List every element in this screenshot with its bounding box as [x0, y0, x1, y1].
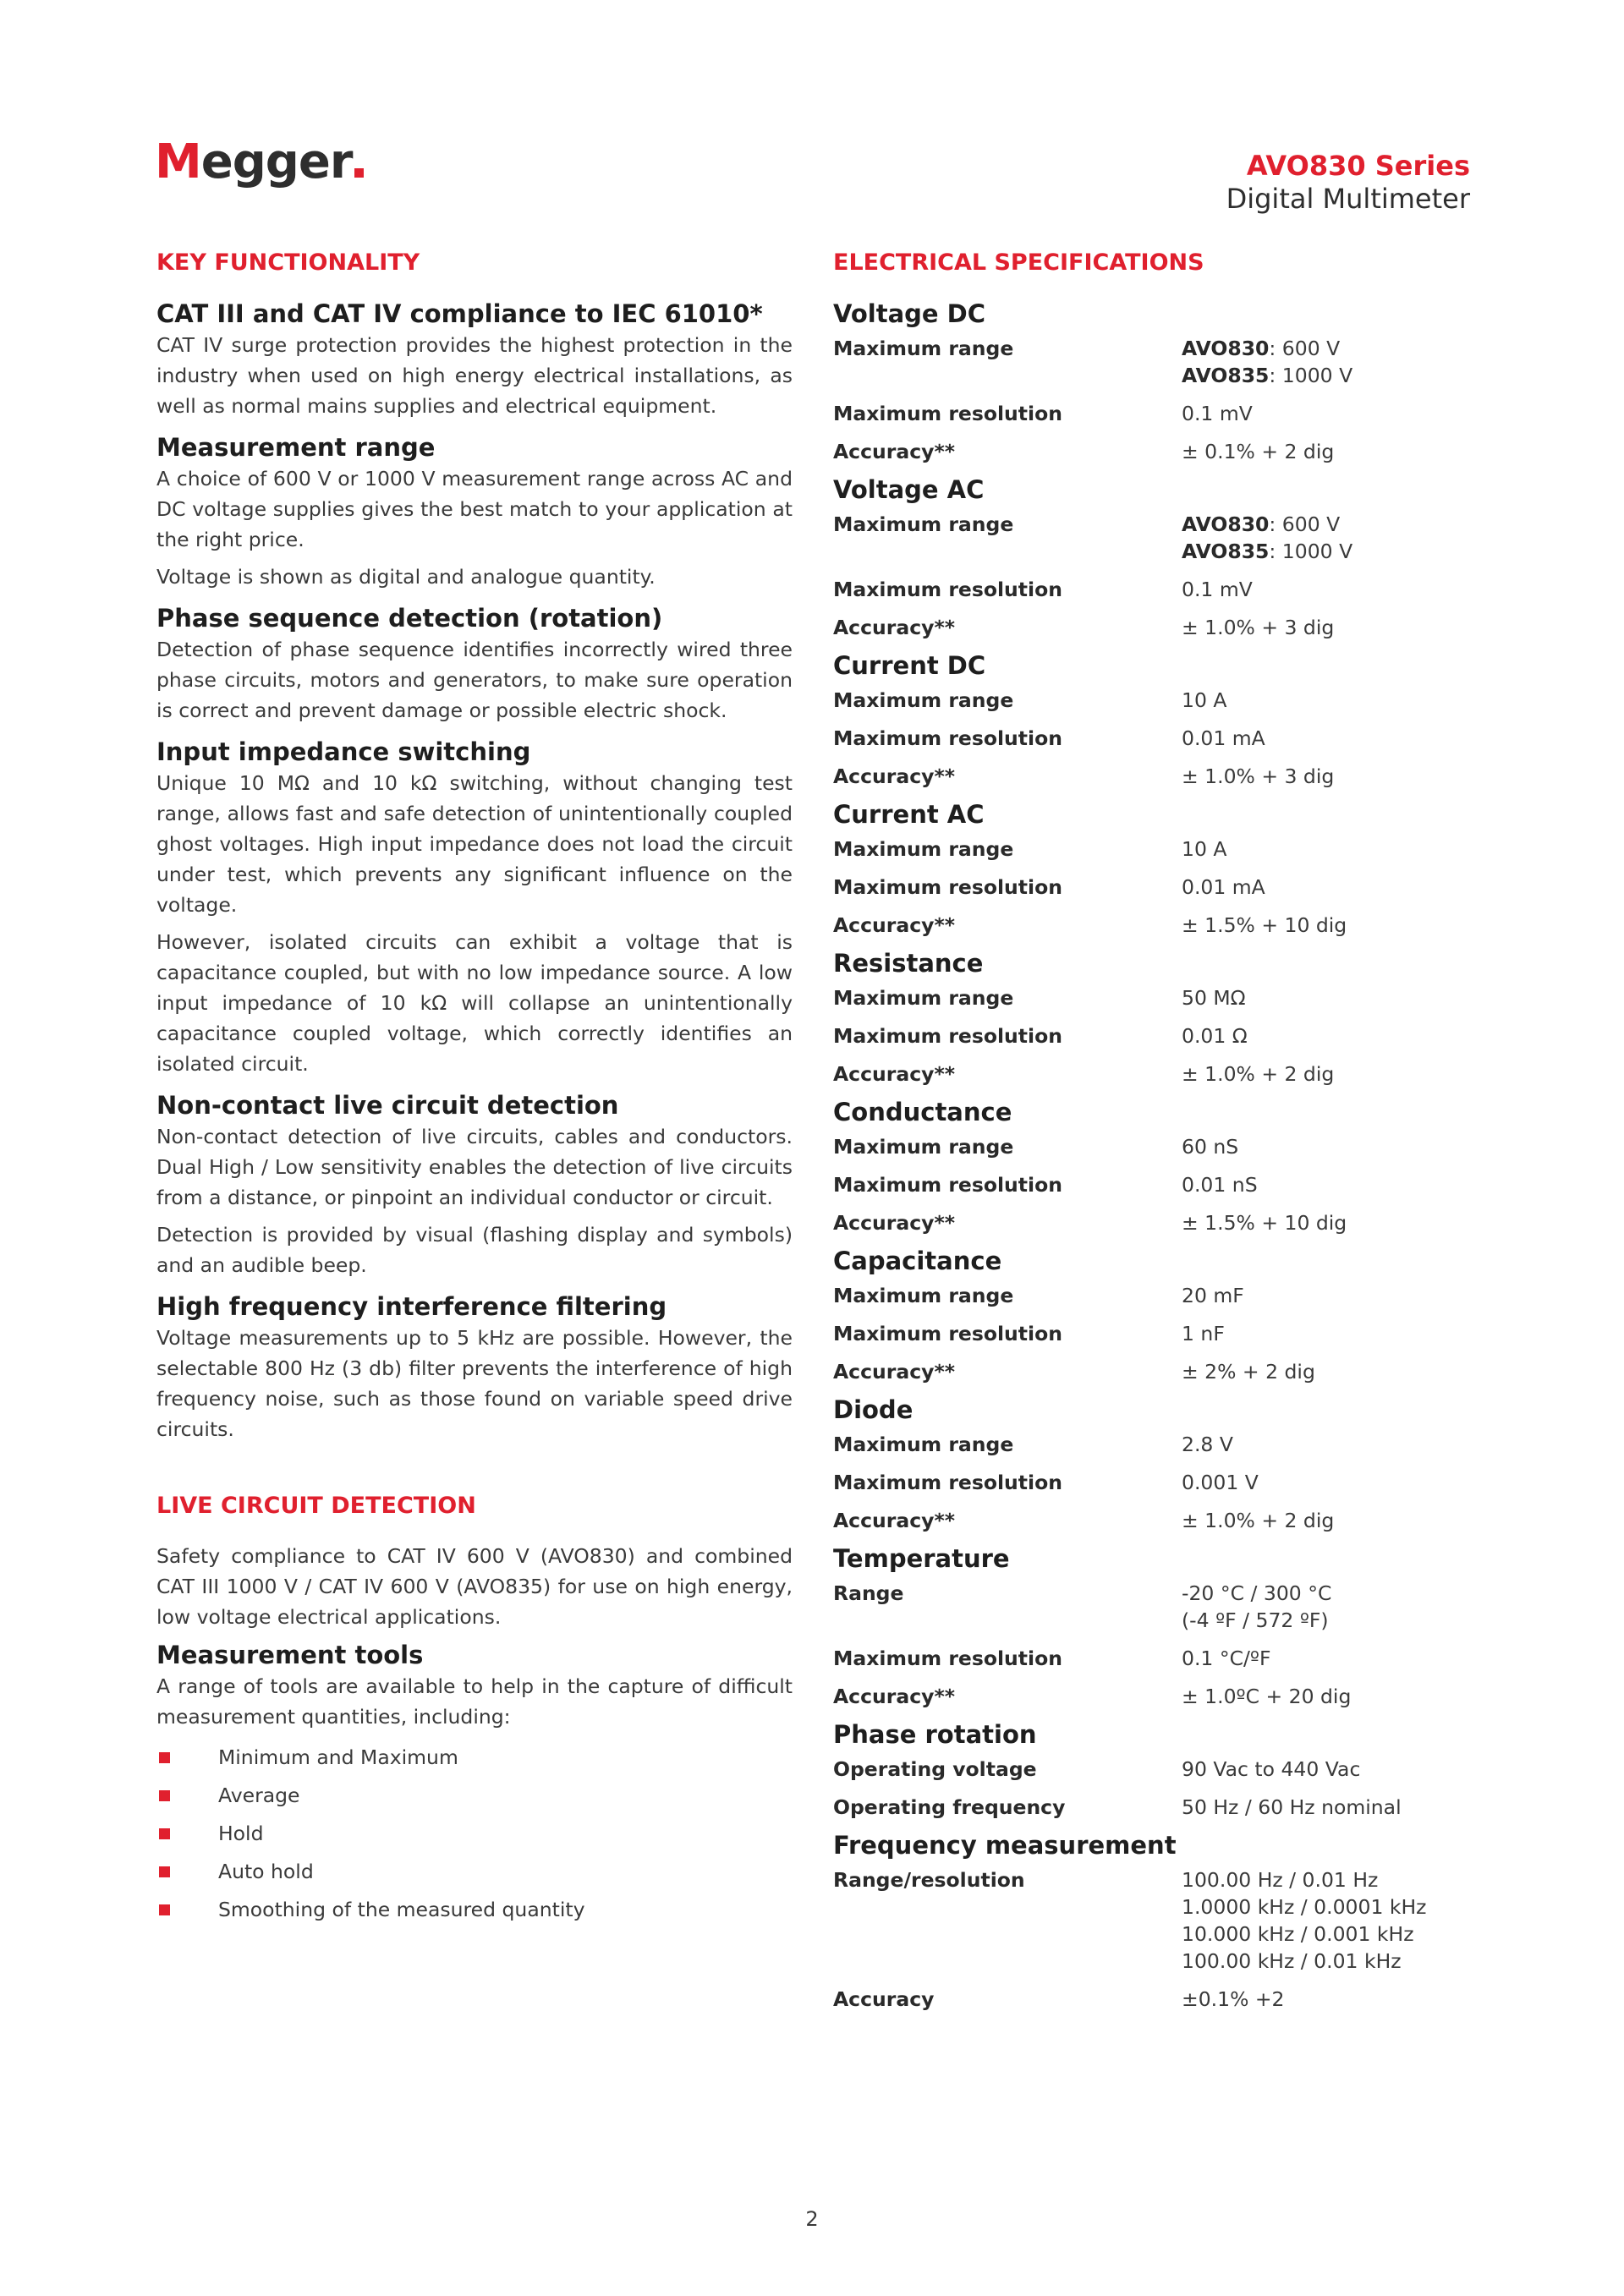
- spec-group: [833, 1394, 1476, 1534]
- spec-group-heading: Current AC: [833, 800, 985, 829]
- spec-value: [1182, 1756, 1476, 1783]
- feature-block: [156, 602, 793, 726]
- measurement-tools-paragraph: A range of tools are available to help in the capture of difficult measurement quantities, including:: [156, 1674, 793, 1729]
- feature-title: Input impedance switching: [156, 737, 531, 766]
- spec-label: Operating voltage: [833, 1757, 1037, 1781]
- spec-value: [1182, 1794, 1476, 1821]
- spec-group-heading: Current DC: [833, 651, 986, 680]
- spec-value-text: 0.01 mA: [1182, 726, 1265, 750]
- feature-block: [156, 298, 793, 421]
- spec-value: [1182, 687, 1476, 714]
- spec-value: [1182, 614, 1476, 641]
- feature-block: [156, 1290, 793, 1444]
- spec-value-line: [1182, 1580, 1476, 1607]
- feature-paragraph: CAT IV surge protection provides the highest protection in the industry when used on high energy electrical installations, as well as normal mains supplies and electrical equipment.: [156, 333, 793, 418]
- tool-list-item: [156, 1853, 793, 1891]
- spec-value: [1182, 1683, 1476, 1710]
- megger-logo: [155, 134, 364, 189]
- spec-value: [1182, 1431, 1476, 1458]
- spec-value-line: [1182, 1507, 1476, 1534]
- spec-value: [1182, 1358, 1476, 1385]
- spec-value-text: 60 nS: [1182, 1135, 1239, 1159]
- spec-value-text: 0.001 V: [1182, 1471, 1259, 1494]
- spec-label: Maximum resolution: [833, 578, 1062, 601]
- spec-label: Maximum resolution: [833, 1322, 1062, 1345]
- spec-row: [833, 1645, 1476, 1672]
- spec-label: Maximum range: [833, 986, 1014, 1010]
- spec-group-heading: Capacitance: [833, 1247, 1002, 1275]
- spec-value: [1182, 984, 1476, 1011]
- spec-value-text: 50 MΩ: [1182, 986, 1246, 1010]
- feature-paragraph: Detection is provided by visual (flashing display and symbols) and an audible beep.: [156, 1223, 793, 1277]
- spec-value-text: 50 Hz / 60 Hz nominal: [1182, 1795, 1402, 1819]
- spec-value: [1182, 763, 1476, 790]
- spec-value: [1182, 576, 1476, 603]
- spec-row: [833, 1431, 1476, 1458]
- spec-row: [833, 1469, 1476, 1496]
- spec-row: [833, 1756, 1476, 1783]
- spec-value-text: 1.0000 kHz / 0.0001 kHz: [1182, 1895, 1427, 1919]
- spec-value-line: [1182, 362, 1476, 389]
- spec-value-line: [1182, 538, 1476, 565]
- spec-value-text: ±0.1% +2: [1182, 1987, 1285, 2011]
- spec-label: Maximum range: [833, 337, 1014, 360]
- tool-label: Auto hold: [218, 1860, 314, 1883]
- spec-value-line: [1182, 335, 1476, 362]
- spec-value: [1182, 1507, 1476, 1534]
- spec-value-line: [1182, 687, 1476, 714]
- spec-value-text: 20 mF: [1182, 1284, 1244, 1307]
- feature-block: [156, 431, 793, 592]
- measurement-tools-title: Measurement tools: [156, 1641, 424, 1669]
- spec-value-text: ± 1.5% + 10 dig: [1182, 1211, 1347, 1235]
- spec-value-text: 0.01 nS: [1182, 1173, 1258, 1197]
- spec-value-text: : 600 V: [1269, 337, 1341, 360]
- bullet-square-icon: [159, 1752, 170, 1763]
- spec-label: Maximum resolution: [833, 875, 1062, 899]
- spec-value: [1182, 1209, 1476, 1236]
- spec-label: Accuracy**: [833, 764, 956, 788]
- logo-dot-icon: [354, 168, 364, 178]
- spec-value-line: [1182, 1358, 1476, 1385]
- spec-row: [833, 1683, 1476, 1710]
- spec-row: [833, 335, 1476, 389]
- spec-value-line: [1182, 1060, 1476, 1088]
- spec-value-line: [1182, 1607, 1476, 1634]
- spec-value-text: : 600 V: [1269, 512, 1341, 536]
- feature-title: CAT III and CAT IV compliance to IEC 61010*: [156, 299, 763, 328]
- spec-value-line: [1182, 1320, 1476, 1347]
- spec-group: [833, 947, 1476, 1088]
- spec-label: Maximum resolution: [833, 1471, 1062, 1494]
- spec-group-heading: Conductance: [833, 1098, 1012, 1126]
- model-name: AVO830: [1182, 337, 1270, 360]
- specs-table: [833, 298, 1476, 2013]
- spec-value-text: 0.1 mV: [1182, 402, 1253, 425]
- spec-label: Maximum range: [833, 837, 1014, 861]
- spec-group-heading: Diode: [833, 1395, 914, 1424]
- spec-value-line: [1182, 438, 1476, 465]
- spec-row: [833, 984, 1476, 1011]
- spec-value: [1182, 1986, 1476, 2013]
- spec-label: Accuracy**: [833, 913, 956, 937]
- spec-label: Maximum range: [833, 1433, 1014, 1456]
- spec-row: [833, 400, 1476, 427]
- spec-value: [1182, 1022, 1476, 1049]
- logo-rest: egger: [200, 134, 353, 189]
- spec-value: [1182, 1060, 1476, 1088]
- spec-group: [833, 1718, 1476, 1821]
- spec-value-line: [1182, 1948, 1476, 1975]
- spec-value-text: 90 Vac to 440 Vac: [1182, 1757, 1361, 1781]
- tool-list-item: [156, 1777, 793, 1815]
- spec-group-heading: Temperature: [833, 1544, 1010, 1573]
- spec-label: Range: [833, 1581, 904, 1605]
- live-circuit-paragraph: Safety compliance to CAT IV 600 V (AVO830) and combined CAT III 1000 V / CAT IV 600 V (AVO835) for use on high energy, low voltage electrical applications.: [156, 1544, 793, 1629]
- tool-list-item: [156, 1891, 793, 1929]
- tool-label: Average: [218, 1784, 300, 1807]
- spec-group-heading: Phase rotation: [833, 1720, 1037, 1749]
- spec-value-line: [1182, 1133, 1476, 1160]
- spec-value: [1182, 400, 1476, 427]
- feature-title: Phase sequence detection (rotation): [156, 604, 663, 633]
- spec-value-text: -20 °C / 300 °C: [1182, 1581, 1332, 1605]
- feature-title: Non-contact live circuit detection: [156, 1091, 619, 1120]
- spec-group: [833, 474, 1476, 641]
- spec-label: Range/resolution: [833, 1868, 1025, 1892]
- spec-label: Maximum range: [833, 688, 1014, 712]
- spec-value-text: 0.1 °C/ºF: [1182, 1647, 1271, 1670]
- spec-row: [833, 614, 1476, 641]
- spec-value-line: [1182, 1022, 1476, 1049]
- feature-block: [156, 736, 793, 1079]
- spec-value-line: [1182, 511, 1476, 538]
- spec-value-text: 100.00 kHz / 0.01 kHz: [1182, 1949, 1402, 1973]
- feature-paragraph: Unique 10 MΩ and 10 kΩ switching, without changing test range, allows fast and safe detection of unintentionally coupled ghost voltages. High input impedance does not load the circuit under test, which prevents any significant influence on the voltage.: [156, 771, 793, 917]
- spec-value-text: ± 0.1% + 2 dig: [1182, 440, 1335, 463]
- tool-list-item: [156, 1815, 793, 1853]
- spec-row: [833, 1022, 1476, 1049]
- series-name: AVO830 Series: [1246, 150, 1470, 182]
- spec-value: [1182, 1133, 1476, 1160]
- spec-row: [833, 1320, 1476, 1347]
- spec-label: Maximum resolution: [833, 726, 1062, 750]
- spec-group-heading: Frequency measurement: [833, 1831, 1177, 1860]
- spec-label: Maximum range: [833, 1284, 1014, 1307]
- spec-value-text: (-4 ºF / 572 ºF): [1182, 1608, 1329, 1632]
- spec-value-line: [1182, 1645, 1476, 1672]
- features-list: [156, 298, 793, 1444]
- spec-value-line: [1182, 1794, 1476, 1821]
- spec-value: [1182, 1320, 1476, 1347]
- spec-value: [1182, 511, 1476, 565]
- spec-label: Maximum resolution: [833, 1173, 1062, 1197]
- key-functionality-title: KEY FUNCTIONALITY: [156, 249, 420, 276]
- feature-paragraph: Non-contact detection of live circuits, cables and conductors. Dual High / Low sensitivity enables the detection of live circuits from a distance, or pinpoint an individual conductor or circuit.: [156, 1125, 793, 1209]
- spec-group: [833, 1543, 1476, 1710]
- spec-group: [833, 798, 1476, 939]
- spec-value-line: [1182, 1431, 1476, 1458]
- spec-value: [1182, 438, 1476, 465]
- spec-value-line: [1182, 400, 1476, 427]
- spec-value-text: ± 1.0ºC + 20 dig: [1182, 1685, 1352, 1708]
- spec-group-heading: Resistance: [833, 949, 984, 978]
- spec-row: [833, 1507, 1476, 1534]
- spec-value-text: : 1000 V: [1269, 540, 1353, 563]
- spec-value-text: ± 1.0% + 3 dig: [1182, 764, 1335, 788]
- spec-label: Maximum range: [833, 1135, 1014, 1159]
- spec-row: [833, 438, 1476, 465]
- spec-value-text: 0.01 mA: [1182, 875, 1265, 899]
- spec-label: Accuracy: [833, 1987, 935, 2011]
- spec-value-line: [1182, 836, 1476, 863]
- bullet-square-icon: [159, 1866, 170, 1877]
- spec-label: Maximum resolution: [833, 402, 1062, 425]
- spec-value: [1182, 1171, 1476, 1198]
- spec-value: [1182, 1580, 1476, 1634]
- feature-paragraph: However, isolated circuits can exhibit a voltage that is capacitance coupled, but with no low impedance source. A low input impedance of 10 kΩ will collapse an unintentionally capacitance coupled voltage, which correctly identifies an isolated circuit.: [156, 930, 793, 1076]
- spec-group: [833, 1829, 1476, 2013]
- left-column: [156, 247, 793, 1929]
- spec-value-text: ± 1.0% + 2 dig: [1182, 1062, 1335, 1086]
- spec-group: [833, 1245, 1476, 1385]
- product-header: [1226, 149, 1470, 215]
- spec-value-line: [1182, 984, 1476, 1011]
- logo-initial: M: [155, 134, 201, 189]
- spec-row: [833, 763, 1476, 790]
- spec-group-heading: Voltage AC: [833, 475, 985, 504]
- feature-title: High frequency interference filtering: [156, 1292, 667, 1321]
- spec-value: [1182, 836, 1476, 863]
- spec-group: [833, 1096, 1476, 1236]
- spec-value-text: ± 1.0% + 2 dig: [1182, 1509, 1335, 1532]
- spec-value-text: 10 A: [1182, 837, 1227, 861]
- spec-row: [833, 1358, 1476, 1385]
- feature-paragraph: Voltage measurements up to 5 kHz are possible. However, the selectable 800 Hz (3 db) filter prevents the interference of high frequency noise, such as those found on variable speed drive circuits.: [156, 1326, 793, 1441]
- tool-list-item: [156, 1739, 793, 1777]
- spec-row: [833, 1866, 1476, 1975]
- spec-label: Accuracy**: [833, 1509, 956, 1532]
- spec-value: [1182, 1866, 1476, 1975]
- spec-row: [833, 1580, 1476, 1634]
- spec-value-text: 0.01 Ω: [1182, 1024, 1248, 1048]
- model-name: AVO835: [1182, 364, 1270, 387]
- spec-value-text: ± 1.0% + 3 dig: [1182, 616, 1335, 639]
- spec-value-line: [1182, 1866, 1476, 1893]
- spec-row: [833, 874, 1476, 901]
- spec-value-line: [1182, 576, 1476, 603]
- spec-value-line: [1182, 763, 1476, 790]
- model-name: AVO830: [1182, 512, 1270, 536]
- spec-label: Maximum resolution: [833, 1647, 1062, 1670]
- spec-row: [833, 836, 1476, 863]
- live-circuit-title: LIVE CIRCUIT DETECTION: [156, 1493, 476, 1519]
- bullet-square-icon: [159, 1828, 170, 1839]
- right-column: [833, 247, 1476, 2013]
- electrical-specs-title: ELECTRICAL SPECIFICATIONS: [833, 249, 1204, 276]
- spec-value-text: 100.00 Hz / 0.01 Hz: [1182, 1868, 1379, 1892]
- spec-value-line: [1182, 1921, 1476, 1948]
- spec-group: [833, 649, 1476, 790]
- spec-value-line: [1182, 1893, 1476, 1921]
- spec-value: [1182, 912, 1476, 939]
- spec-label: Accuracy**: [833, 1062, 956, 1086]
- spec-value-line: [1182, 912, 1476, 939]
- tool-label: Smoothing of the measured quantity: [218, 1898, 585, 1921]
- bullet-square-icon: [159, 1904, 170, 1915]
- spec-value-text: 2.8 V: [1182, 1433, 1233, 1456]
- spec-row: [833, 1060, 1476, 1088]
- spec-value-line: [1182, 725, 1476, 752]
- spec-value-line: [1182, 1683, 1476, 1710]
- spec-value-text: 10 A: [1182, 688, 1227, 712]
- tool-label: Minimum and Maximum: [218, 1745, 458, 1769]
- spec-row: [833, 725, 1476, 752]
- spec-row: [833, 576, 1476, 603]
- spec-row: [833, 687, 1476, 714]
- spec-label: Maximum resolution: [833, 1024, 1062, 1048]
- spec-value-text: 1 nF: [1182, 1322, 1225, 1345]
- spec-value-line: [1182, 1756, 1476, 1783]
- spec-value-line: [1182, 614, 1476, 641]
- spec-value: [1182, 1645, 1476, 1672]
- spec-value: [1182, 1282, 1476, 1309]
- bullet-square-icon: [159, 1790, 170, 1801]
- spec-value-text: 10.000 kHz / 0.001 kHz: [1182, 1922, 1414, 1946]
- spec-row: [833, 1282, 1476, 1309]
- spec-label: Accuracy**: [833, 1360, 956, 1384]
- spec-row: [833, 1986, 1476, 2013]
- tools-list: [156, 1739, 793, 1929]
- spec-group: [833, 298, 1476, 465]
- feature-block: [156, 1089, 793, 1280]
- spec-value-line: [1182, 1282, 1476, 1309]
- spec-value-text: : 1000 V: [1269, 364, 1353, 387]
- spec-row: [833, 1133, 1476, 1160]
- feature-paragraph: Voltage is shown as digital and analogue quantity.: [156, 565, 656, 589]
- spec-label: Accuracy**: [833, 1211, 956, 1235]
- spec-value-line: [1182, 874, 1476, 901]
- spec-row: [833, 1794, 1476, 1821]
- series-subtitle: Digital Multimeter: [1226, 183, 1470, 215]
- spec-value-text: 0.1 mV: [1182, 578, 1253, 601]
- spec-value: [1182, 1469, 1476, 1496]
- spec-group-heading: Voltage DC: [833, 299, 986, 328]
- spec-row: [833, 1171, 1476, 1198]
- spec-value-line: [1182, 1986, 1476, 2013]
- spec-row: [833, 1209, 1476, 1236]
- spec-row: [833, 912, 1476, 939]
- feature-title: Measurement range: [156, 433, 436, 462]
- spec-label: Maximum range: [833, 512, 1014, 536]
- spec-label: Operating frequency: [833, 1795, 1066, 1819]
- spec-value-line: [1182, 1209, 1476, 1236]
- page-number: 2: [805, 2207, 819, 2231]
- feature-paragraph: A choice of 600 V or 1000 V measurement range across AC and DC voltage supplies gives the best match to your application at the right price.: [156, 467, 793, 551]
- spec-value-line: [1182, 1171, 1476, 1198]
- spec-value-text: ± 1.5% + 10 dig: [1182, 913, 1347, 937]
- spec-label: Accuracy**: [833, 616, 956, 639]
- tool-label: Hold: [218, 1822, 264, 1845]
- feature-paragraph: Detection of phase sequence identifies incorrectly wired three phase circuits, motors and generators, to make sure operation is correct and prevent damage or possible electric shock.: [156, 638, 793, 722]
- model-name: AVO835: [1182, 540, 1270, 563]
- spec-label: Accuracy**: [833, 1685, 956, 1708]
- spec-value-text: ± 2% + 2 dig: [1182, 1360, 1315, 1384]
- spec-label: Accuracy**: [833, 440, 956, 463]
- spec-row: [833, 511, 1476, 565]
- spec-value: [1182, 874, 1476, 901]
- spec-value-line: [1182, 1469, 1476, 1496]
- spec-value: [1182, 335, 1476, 389]
- spec-value: [1182, 725, 1476, 752]
